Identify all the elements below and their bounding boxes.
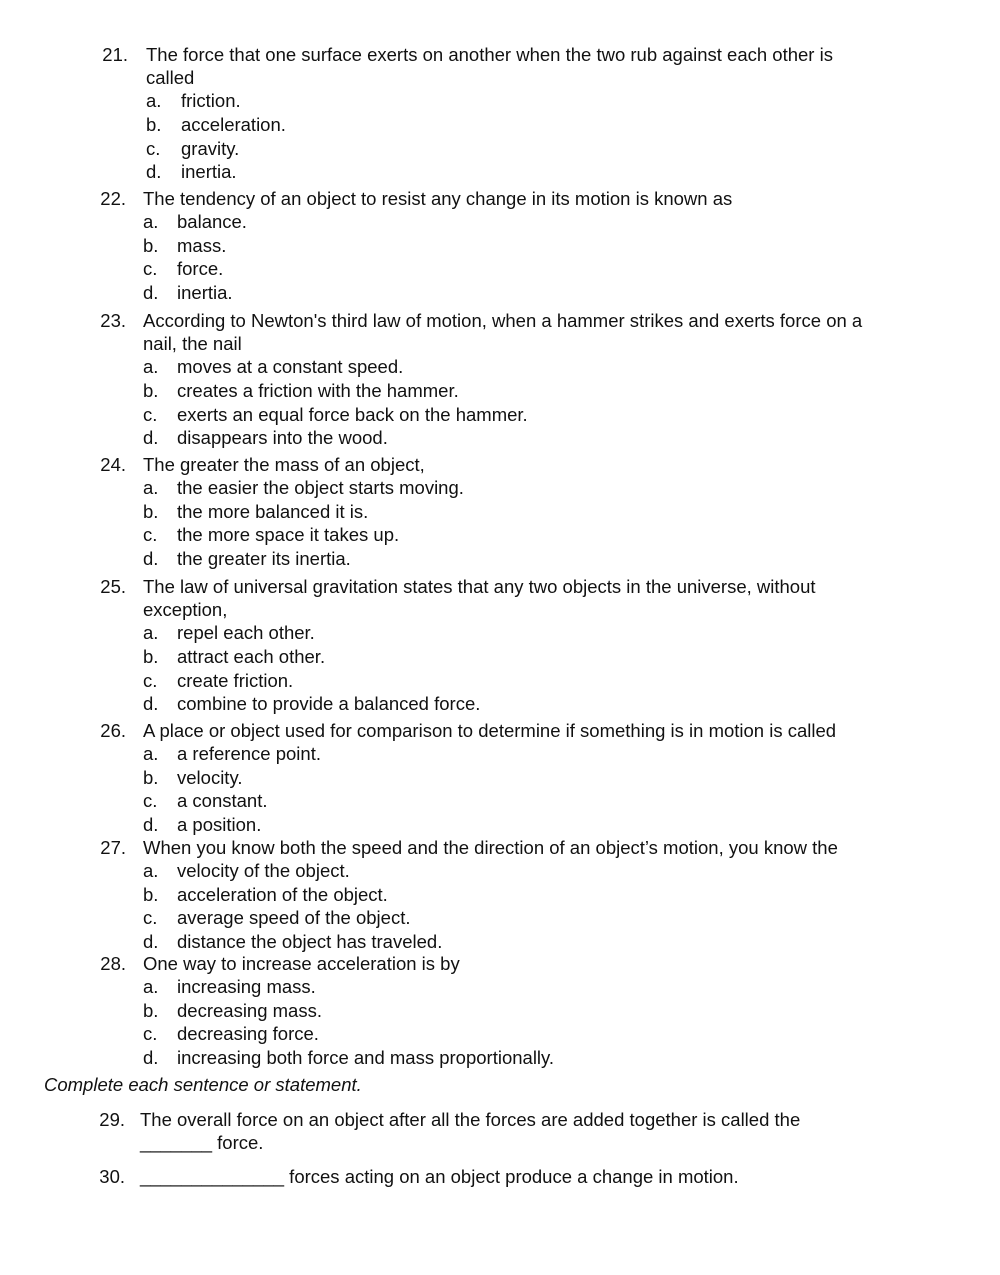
question-number: 22. [100,188,126,209]
question-stem: exception, [143,599,228,621]
option-letter: d. [143,814,159,835]
option-text: friction. [181,90,241,112]
option-text: gravity. [181,137,240,159]
question-number: 26. [100,720,126,741]
option-text: acceleration of the object. [177,883,388,905]
option-letter: b. [146,114,162,135]
option-text: create friction. [177,669,294,691]
option-letter: c. [143,790,158,812]
question-stem: The greater the mass of an object, [143,454,425,475]
option-text: decreasing mass. [177,999,322,1021]
option-letter: d. [143,1047,159,1068]
option-text: the easier the object starts moving. [177,477,464,499]
option-text: the more balanced it is. [177,500,369,522]
option-text: decreasing force. [177,1023,319,1045]
option-letter: d. [143,427,159,449]
option-text: inertia. [177,282,233,303]
option-text: exerts an equal force back on the hammer. [177,403,528,425]
option-text: a constant. [177,790,268,812]
option-letter: a. [143,860,159,882]
completion-text: ______________ forces acting on an object produce a change in motion. [140,1166,739,1187]
option-text: increasing both force and mass proportionally. [177,1047,555,1068]
option-letter: d. [146,161,162,183]
option-text: the more space it takes up. [177,524,400,546]
option-letter: c. [143,669,158,691]
question-number: 25. [100,576,126,597]
option-text: inertia. [181,161,237,183]
option-letter: c. [143,403,158,425]
option-letter: b. [143,500,159,522]
option-letter: c. [146,137,161,159]
completion-text: _______ force. [140,1132,264,1154]
option-letter: c. [143,524,158,546]
option-letter: d. [143,693,159,715]
question-stem: A place or object used for comparison to determine if something is in motion is called [143,720,837,741]
option-text: creates a friction with the hammer. [177,380,459,401]
option-text: average speed of the object. [177,907,411,929]
option-letter: c. [143,907,158,929]
option-text: a position. [177,814,262,835]
question-number: 21. [102,44,128,65]
completion-text: The overall force on an object after all the forces are added together is called the [140,1109,801,1130]
question-stem: According to Newton's third law of motion, when a hammer strikes and exerts force on a [143,310,863,331]
question-number: 30. [99,1166,125,1187]
option-text: velocity of the object. [177,860,350,882]
question-stem: One way to increase acceleration is by [143,953,460,974]
option-letter: a. [143,743,159,765]
option-letter: a. [146,90,162,112]
option-text: a reference point. [177,743,321,765]
option-text: mass. [177,234,227,256]
question-number: 23. [100,310,126,331]
question-stem: The force that one surface exerts on another when the two rub against each other is [146,44,833,65]
option-letter: a. [143,622,159,644]
option-text: velocity. [177,766,243,788]
option-text: balance. [177,211,247,233]
option-letter: a. [143,356,159,378]
option-letter: d. [143,282,159,303]
section-heading: Complete each sentence or statement. [44,1074,362,1095]
option-letter: a. [143,211,159,233]
option-text: the greater its inertia. [177,548,351,569]
question-number: 27. [100,837,126,858]
option-letter: d. [143,931,159,952]
option-text: increasing mass. [177,976,316,998]
question-stem: nail, the nail [143,333,242,355]
option-text: distance the object has traveled. [177,931,443,952]
option-letter: a. [143,976,159,998]
option-text: combine to provide a balanced force. [177,693,481,715]
option-letter: c. [143,258,158,280]
option-letter: c. [143,1023,158,1045]
question-stem: The law of universal gravitation states that any two objects in the universe, without [143,576,816,597]
option-letter: b. [143,646,159,667]
option-text: disappears into the wood. [177,427,388,449]
option-text: acceleration. [181,114,286,135]
question-stem: called [146,67,195,89]
option-text: force. [177,258,224,280]
question-stem: The tendency of an object to resist any change in its motion is known as [143,188,733,209]
option-letter: b. [143,766,159,788]
option-letter: b. [143,234,159,256]
question-number: 29. [99,1109,125,1130]
option-text: attract each other. [177,646,326,667]
option-letter: a. [143,477,159,499]
option-letter: b. [143,380,159,401]
question-number: 24. [100,454,126,475]
question-number: 28. [100,953,126,974]
question-stem: When you know both the speed and the direction of an object’s motion, you know the [143,837,838,858]
option-text: moves at a constant speed. [177,356,404,378]
option-letter: b. [143,883,159,905]
option-letter: d. [143,548,159,569]
option-text: repel each other. [177,622,315,644]
option-letter: b. [143,999,159,1021]
